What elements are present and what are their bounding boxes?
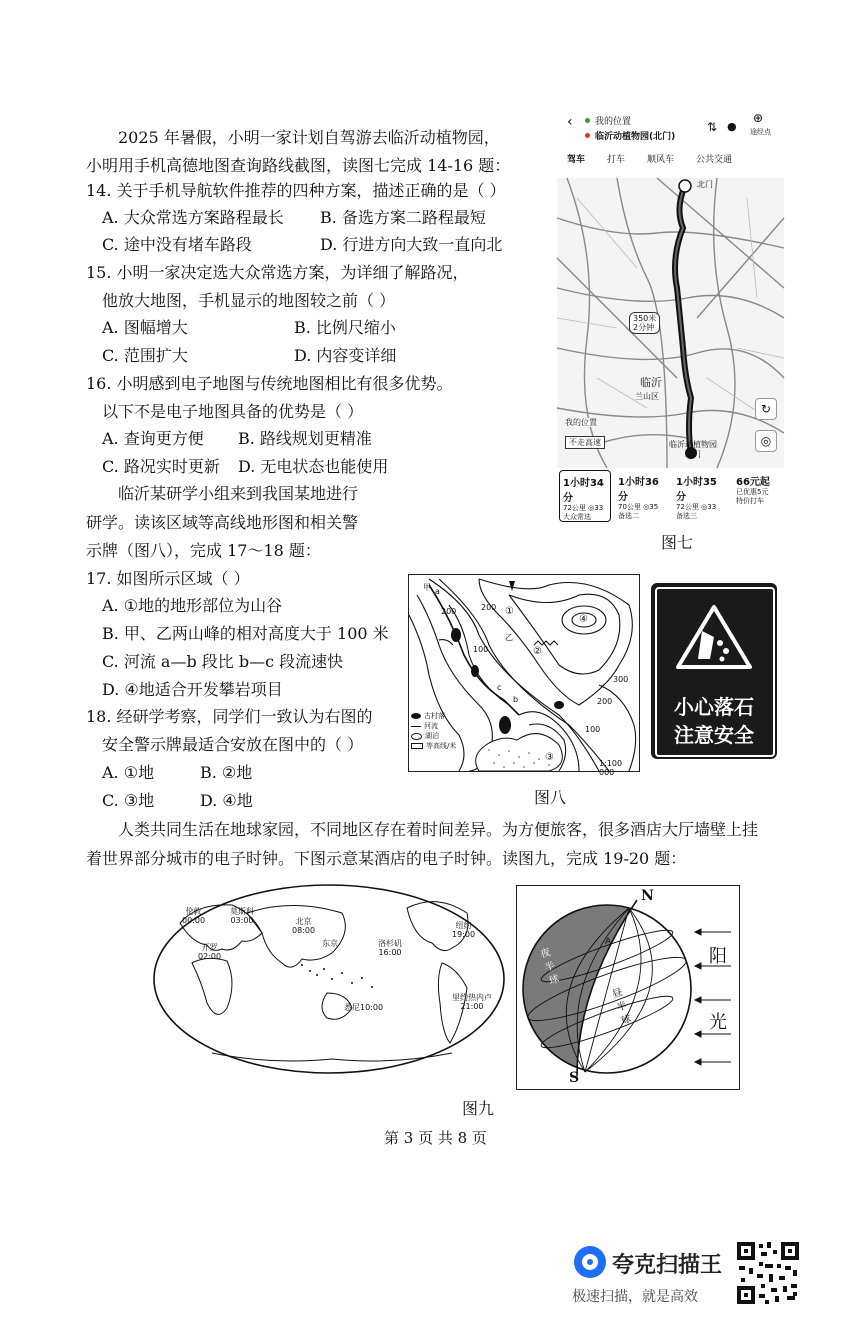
intro-line-1: 2025 年暑假，小明一家计划自驾游去临沂动植物园， <box>118 128 500 147</box>
north-gate-label: 北门 <box>697 180 713 189</box>
point-4: ④ <box>579 614 588 625</box>
river-point-a: a <box>435 587 440 596</box>
route-2-detail: 70公里 ◎35 <box>618 503 659 511</box>
q17-option-b: B. 甲、乙两山峰的相对高度大于 100 米 <box>102 624 389 643</box>
q16-option-b: B. 路线规划更精准 <box>238 429 372 448</box>
intro2-line-3: 示牌（图八），完成 17～18 题： <box>86 541 321 560</box>
district-label: 兰山区 <box>635 392 659 401</box>
day-hemisphere-label: 昼半球 <box>611 987 633 1028</box>
sunlight-label-2: 光 <box>709 1012 727 1033</box>
city-cairo: 开罗 02:00 <box>198 943 222 961</box>
page-number: 第 3 页 共 8 页 <box>384 1129 487 1147</box>
warning-sign-line-2: 注意安全 <box>674 723 754 747</box>
route-card-1[interactable] <box>559 470 611 522</box>
intro3-line-2: 着世界部分城市的电子时钟。下图示意某酒店的电子时钟。读图九，完成 19-20 题： <box>86 849 687 868</box>
q16-option-a: A. 查询更方便 <box>102 429 204 448</box>
q15-option-a: A. 图幅增大 <box>102 318 188 337</box>
globe-south-label: S <box>569 1070 580 1086</box>
figure9-globe-diagram <box>516 885 740 1090</box>
end-dot-icon <box>585 133 590 138</box>
q14-option-d: D. 行进方向大致一直向北 <box>320 235 503 254</box>
contour-200-c: 200 <box>597 697 613 706</box>
point-1: ① <box>505 606 514 617</box>
city-rio: 里约热内卢 21:00 <box>452 993 492 1011</box>
legend-lake: 湖泊 <box>411 731 457 741</box>
avoid-highway-button[interactable]: 不走高速 <box>565 436 605 449</box>
q15-stem-2: 他放大地图，手机显示的地图较之前（ ） <box>102 291 396 310</box>
route-3-time: 1小时35分 <box>676 477 717 503</box>
mode-taxi: 打车 <box>607 154 626 165</box>
lake-icon <box>411 733 422 740</box>
q16-stem-2: 以下不是电子地图具备的优势是（ ） <box>102 402 364 421</box>
q15-option-d: D. 内容变详细 <box>294 346 397 365</box>
falling-rocks-icon <box>674 603 754 671</box>
route-3-tag: 备选三 <box>676 512 697 520</box>
city-label-linyi: 临沂 <box>640 376 662 389</box>
q14-stem: 14. 关于手机导航软件推荐的四种方案，描述正确的是（ ） <box>86 181 506 200</box>
figure7-map <box>557 178 784 468</box>
back-arrow-icon: ‹ <box>567 114 573 130</box>
city-moscow: 莫斯科 03:00 <box>230 907 254 925</box>
village-icon <box>411 713 421 719</box>
legend-river: 河流 <box>411 721 457 731</box>
city-beijing: 北京 08:00 <box>292 917 316 935</box>
mode-transit: 公共交通 <box>696 154 733 165</box>
start-label-2: 北门 <box>685 450 701 459</box>
contour-300: 300 <box>613 675 629 684</box>
brand-name: 夸克扫描王 <box>612 1253 723 1278</box>
q17-option-d: D. ④地适合开发攀岩项目 <box>102 680 283 699</box>
route-2-tag: 备选二 <box>618 512 639 520</box>
figure7-phone-screenshot <box>557 108 784 523</box>
route-4-detail: 已优惠5元 <box>736 488 769 496</box>
route-2-time: 1小时36分 <box>618 477 659 503</box>
legend-village: 古村落 <box>411 711 457 721</box>
voice-icon: ● <box>727 120 737 133</box>
qr-code-icon <box>735 1240 801 1306</box>
q17-option-a: A. ①地的地形部位为山谷 <box>102 596 283 615</box>
q18-stem-2: 安全警示牌最适合安放在图中的（ ） <box>102 735 364 754</box>
q16-option-c: C. 路况实时更新 <box>102 457 220 476</box>
route-4-tag: 特价打车 <box>736 497 764 505</box>
world-map-outline <box>152 883 507 1075</box>
q16-stem-1: 16. 小明感到电子地图与传统地图相比有很多优势。 <box>86 374 453 393</box>
distance-time: 2分钟 <box>633 323 655 332</box>
figure8-contour-map <box>408 574 640 777</box>
figure7-mode-tabs <box>557 146 784 170</box>
route-3-detail: 72公里 ◎33 <box>676 503 717 511</box>
q14-option-c: C. 途中没有堵车路段 <box>102 235 252 254</box>
figure7-route-cards <box>557 470 784 522</box>
q18-option-c: C. ③地 <box>102 791 155 810</box>
route-1-detail: 72公里 ◎33 <box>563 504 604 512</box>
intro2-line-2: 研学。读该区域等高线地形图和相关警 <box>86 513 359 532</box>
river-point-c: c <box>497 683 502 692</box>
warning-sign-line-1: 小心落石 <box>674 695 754 719</box>
add-stop-icon: ⊕ <box>753 111 764 125</box>
legend-contour: 等高线/米 <box>411 741 457 751</box>
contour-200-a: 200 <box>481 603 497 612</box>
city-sydney: 悉尼10:00 <box>344 1003 384 1012</box>
quark-logo-icon <box>574 1246 606 1278</box>
q16-option-d: D. 无电状态也能使用 <box>238 457 389 476</box>
intro3-line-1: 人类共同生活在地球家园，不同地区存在着时间差异。为方便旅客，很多酒店大厅墙壁上挂 <box>118 820 759 839</box>
globe-point-a: A <box>605 937 612 947</box>
distance-value: 350米 <box>633 314 657 323</box>
q17-option-c: C. 河流 a—b 段比 b—c 段流速快 <box>102 652 344 671</box>
q15-stem-1: 15. 小明一家决定选大众常选方案，为详细了解路况， <box>86 263 469 282</box>
city-new-york: 纽约 19:00 <box>452 921 476 939</box>
q14-option-b: B. 备选方案二路程最短 <box>320 208 486 227</box>
contour-200-b: 200 <box>441 607 457 616</box>
route-card-2[interactable] <box>615 470 669 522</box>
route-card-4[interactable] <box>733 470 783 522</box>
destination-label: 临沂动植物园(北门) <box>595 132 676 142</box>
start-label: 临沂动植物园 <box>669 440 717 449</box>
intro2-line-1: 临沂某研学小组来到我国某地进行 <box>118 484 359 503</box>
label-jia: 甲 <box>423 583 431 592</box>
refresh-icon[interactable]: ↻ <box>755 398 777 420</box>
swap-icon: ⇅ <box>707 120 718 134</box>
route-1-time: 1小时34分 <box>563 478 604 504</box>
route-4-price: 66元起 <box>736 477 770 488</box>
figure7-header <box>557 108 784 180</box>
globe-north-label: N <box>641 888 654 904</box>
figure8-scale: 1:100 000 <box>599 759 623 777</box>
mode-drive: 驾车 <box>567 154 586 165</box>
river-point-b: b <box>513 695 519 704</box>
night-hemisphere-label: 夜半球 <box>539 947 561 988</box>
my-location-label: 我的位置 <box>595 117 632 127</box>
q15-option-b: B. 比例尺缩小 <box>294 318 396 337</box>
contour-100-b: 100 <box>585 725 601 734</box>
intro-line-2: 小明用手机高德地图查询路线截图，读图七完成 14-16 题： <box>86 156 511 175</box>
distance-badge <box>629 312 660 334</box>
figure8-caption: 图八 <box>534 788 567 807</box>
q18-option-b: B. ②地 <box>200 763 253 782</box>
q17-stem: 17. 如图所示区域（ ） <box>86 569 250 588</box>
locate-icon[interactable]: ◎ <box>755 430 777 452</box>
q18-option-d: D. ④地 <box>200 791 253 810</box>
route-1-tag: 大众常选 <box>563 513 591 521</box>
add-stop-label: 途经点 <box>750 128 771 136</box>
river-icon <box>411 726 421 727</box>
q14-option-a: A. 大众常选方案路程最长 <box>102 208 284 227</box>
scanner-watermark <box>570 1242 730 1312</box>
sunlight-label-1: 阳 <box>709 946 727 967</box>
city-los-angeles: 洛杉矶 16:00 <box>378 939 402 957</box>
route-card-3[interactable] <box>673 470 729 522</box>
home-label: 我的位置 <box>565 418 597 427</box>
figure9-caption: 图九 <box>462 1099 495 1118</box>
q18-stem-1: 18. 经研学考察，同学们一致认为右图的 <box>86 707 373 726</box>
contour-icon <box>411 743 423 749</box>
city-tokyo: 东京 <box>322 939 338 948</box>
label-yi: 乙 <box>505 633 513 642</box>
mode-carpool: 顺风车 <box>647 154 675 165</box>
warning-sign <box>651 583 777 759</box>
brand-slogan: 极速扫描，就是高效 <box>572 1289 698 1305</box>
q18-option-a: A. ①地 <box>102 763 155 782</box>
q15-option-c: C. 范围扩大 <box>102 346 188 365</box>
point-3: ③ <box>545 752 554 763</box>
figure7-caption: 图七 <box>661 533 694 552</box>
point-2: ② <box>533 646 542 657</box>
start-dot-icon <box>585 118 590 123</box>
globe-illumination <box>517 886 739 1089</box>
figure8-legend <box>411 711 457 751</box>
city-london: 伦敦 00:00 <box>182 907 206 925</box>
figure9-world-map <box>152 883 507 1075</box>
contour-100-a: 100 <box>473 645 489 654</box>
